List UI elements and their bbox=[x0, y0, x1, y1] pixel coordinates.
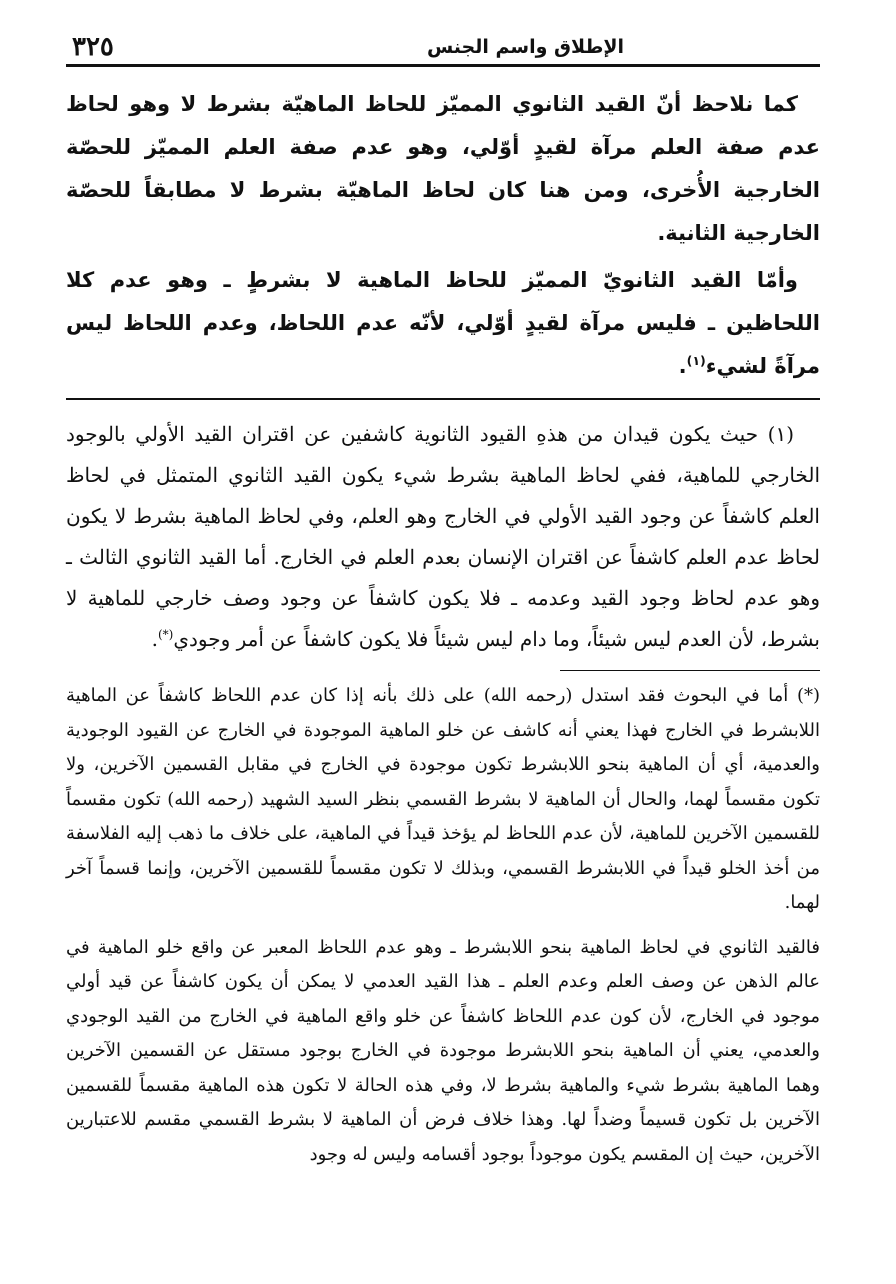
footnote-1-end: . bbox=[151, 627, 158, 651]
main-paragraph-1-text: كما نلاحظ أنّ القيد الثانوي المميّز للحاظ الماهيّة بشرط لا وهو لحاظ عدم صفة العلم مرآة لقيدٍ أوّلي، وهو عدم صفة العلم المميّز للحصّة الخارجية الأُخرى، ومن هنا كان لحاظ الماهيّة بشرط لا مطابقاً للحصّة الخارجية الثانية. bbox=[66, 92, 820, 245]
main-paragraph-1 bbox=[66, 83, 820, 255]
footnote-short-rule bbox=[560, 670, 820, 671]
main-text bbox=[66, 83, 820, 388]
footnote-1-text: (١) حيث يكون قيدان من هذهِ القيود الثانوية كاشفين عن اقتران القيد الأولي بالوجود الخارجي للماهية، ففي لحاظ الماهية بشرط شيء يكون القيد الثانوي المتمثل في لحاظ العلم كاشفاً عن وجود القيد الأولي في الخارج وهو العلم، وفي لحاظ الماهية بشرط لا يكون لحاظ عدم العلم كاشفاً عن اقتران الإنسان بعدم العلم في الخارج. أما القيد الثانوي الثالث ـ وهو عدم لحاظ وجود القيد وعدمه ـ فلا يكون كاشفاً عن وجود وصف خارجي للماهية لا بشرط، لأن العدم ليس شيئاً، وما دام ليس شيئاً فلا يكون كاشفاً عن أمر وجودي bbox=[66, 422, 820, 651]
footnote-1-paragraph bbox=[66, 414, 820, 660]
footnote-star-paragraph-2: فالقيد الثانوي في لحاظ الماهية بنحو اللابشرط ـ وهو عدم اللحاظ المعبر عن واقع خلو الماهية في عالم الذهن عن وصف العلم وعدم العلم ـ هذا القيد العدمي لا يمكن أن يكون كاشفاً عن قيد أولي موجود في الخارج، لأن كون عدم اللحاظ كاشفاً عن خلو واقع الماهية في الخارج من القيد الوجودي والعدمي، يعني أن الماهية بنحو اللابشرط موجودة في الخارج بوجود مستقل عن القسمين الآخرين وهما الماهية بشرط شيء والماهية بشرط لا، وفي هذه الحالة لا تكون هذه الماهية مقسماً للقسمين الآخرين بل تكون قسيماً وضداً لها. وهذا خلاف فرض أن الماهية لا بشرط القسمي مقسم للاعتبارين الآخرين، حيث إن المقسم يكون موجوداً بوجود أقسامه وليس له وجود bbox=[66, 936, 821, 1165]
running-title: الإطلاق واسم الجنس bbox=[426, 36, 624, 58]
footnote-ref-1: (١) bbox=[686, 353, 706, 368]
header-rule bbox=[66, 64, 820, 67]
footnote-1 bbox=[66, 414, 820, 660]
page-number: ٣٢٥ bbox=[72, 32, 114, 62]
footnote-star bbox=[66, 679, 820, 1172]
main-paragraph-2-end: . bbox=[678, 354, 687, 378]
footnote-ref-star: (*) bbox=[158, 627, 174, 642]
page-header bbox=[66, 28, 820, 64]
main-paragraph-2-text: وأمّا القيد الثانويّ المميّز للحاظ الماهية لا بشرطٍ ـ وهو عدم كلا اللحاظين ـ فليس مرآة لقيدٍ أوّلي، لأنّه عدم اللحاظ، وعدم اللحاظ ليس مرآةً لشيء bbox=[66, 268, 820, 378]
footnote-separator-rule bbox=[66, 398, 820, 400]
footnote-star-paragraph-1: (*) أما في البحوث فقد استدل (رحمه الله) على ذلك بأنه إذا كان عدم اللحاظ كاشفاً عن الماهية اللابشرط في الخارج فهذا يعني أنه كاشف عن خلو الماهية الموجودة في الخارج عن القيود الوجودية والعدمية، أي أن الماهية بنحو اللابشرط تكون موجودة في الخارج في مقابل القسمين الآخرين، ولا تكون مقسماً لهما، والحال أن الماهية لا بشرط القسمي بنظر السيد الشهيد (رحمه الله) تكون مقسماً للقسمين الآخرين للماهية، لأن عدم اللحاظ لم يؤخذ قيداً في الماهية، على خلاف ما ذهب إليه الفلاسفة من أخذ الخلو قيداً في اللابشرط القسمي، وبذلك لا تكون مقسماً للقسمين الآخرين، وإنما قسماً آخر لهما. bbox=[66, 685, 821, 913]
main-paragraph-2 bbox=[66, 259, 820, 388]
